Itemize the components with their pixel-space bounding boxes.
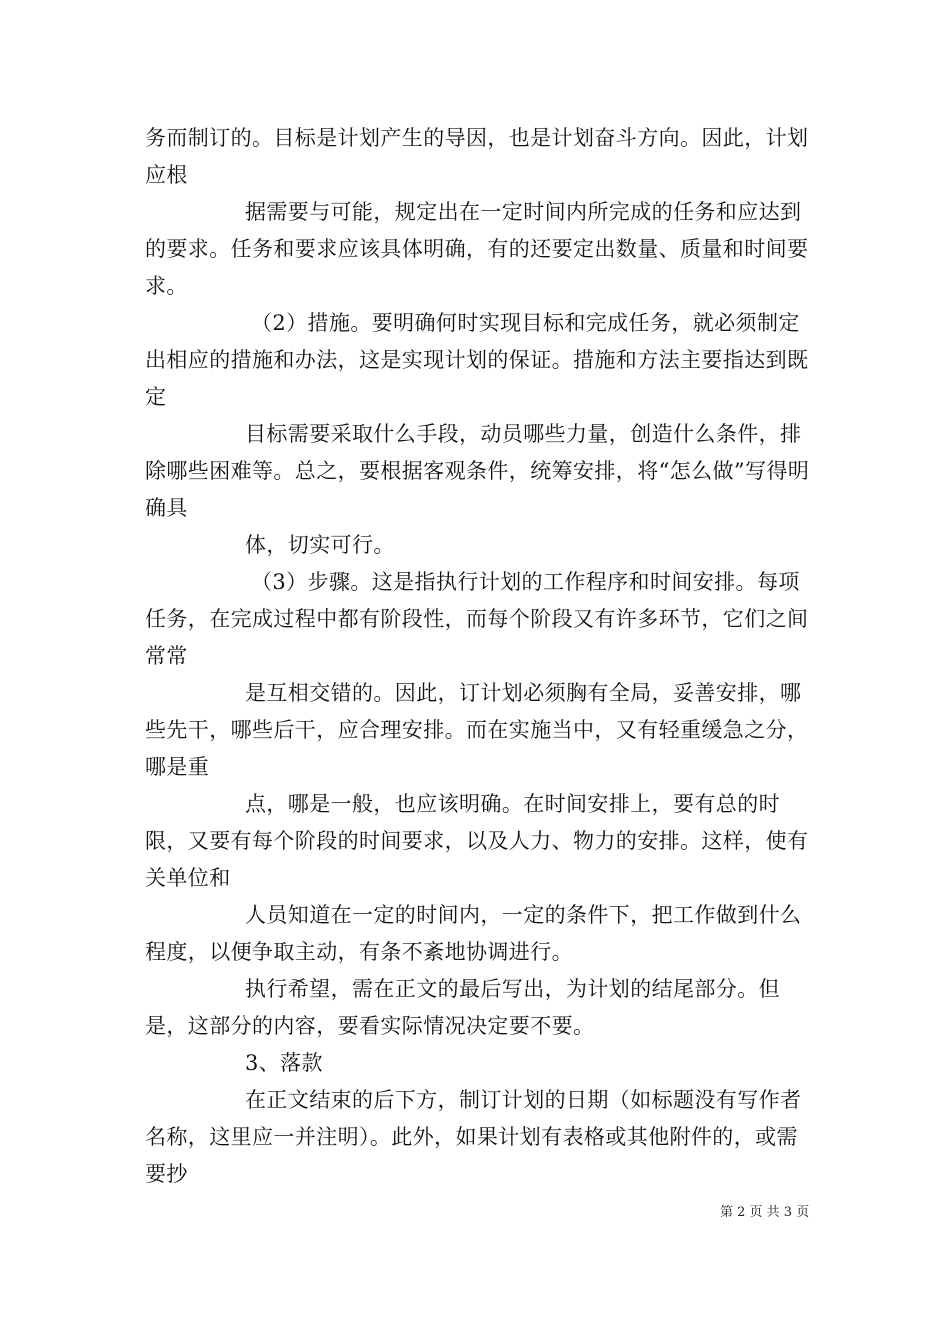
paragraph-12: 在正文结束的后下方，制订计划的日期（如标题没有写作者名称，这里应一并注明）。此外，如果计划有表格或其他附件的，或需要抄 — [145, 1088, 802, 1186]
document-body — [145, 120, 811, 1193]
paragraph-6: （3）步骤。这是指执行计划的工作程序和时间安排。每项任务，在完成过程中都有阶段性，而每个阶段又有许多环节，它们之间常常 — [145, 570, 809, 668]
paragraph-9: 人员知道在一定的时间内，一定的条件下，把工作做到什么程度，以便争取主动，有条不紊地协调进行。 — [145, 903, 802, 964]
paragraph-11-heading: 3、落款 — [245, 1051, 323, 1075]
paragraph-2: 据需要与可能，规定出在一定时间内所完成的任务和应达到的要求。任务和要求应该具体明确，有的还要定出数量、质量和时间要求。 — [145, 200, 809, 298]
paragraph-7: 是互相交错的。因此，订计划必须胸有全局，妥善安排，哪些先干，哪些后干，应合理安排。而在实施当中，又有轻重缓急之分，哪是重 — [145, 681, 809, 779]
paragraph-5: 体，切实可行。 — [245, 533, 395, 557]
page-number-footer: 第 2 页 共 3 页 — [720, 1205, 810, 1220]
paragraph-3: （2）措施。要明确何时实现目标和完成任务，就必须制定出相应的措施和办法，这是实现计划的保证。措施和方法主要指达到既定 — [145, 311, 809, 409]
paragraph-1: 务而制订的。目标是计划产生的导因，也是计划奋斗方向。因此，计划应根 — [145, 126, 809, 187]
paragraph-4: 目标需要采取什么手段，动员哪些力量，创造什么条件，排除哪些困难等。总之，要根据客观条件，统筹安排，将“怎么做”写得明确具 — [145, 422, 810, 520]
paragraph-10: 执行希望，需在正文的最后写出，为计划的结尾部分。但是，这部分的内容，要看实际情况决定要不要。 — [145, 977, 780, 1038]
paragraph-8: 点，哪是一般，也应该明确。在时间安排上，要有总的时限，又要有每个阶段的时间要求，以及人力、物力的安排。这样，使有关单位和 — [145, 792, 809, 890]
